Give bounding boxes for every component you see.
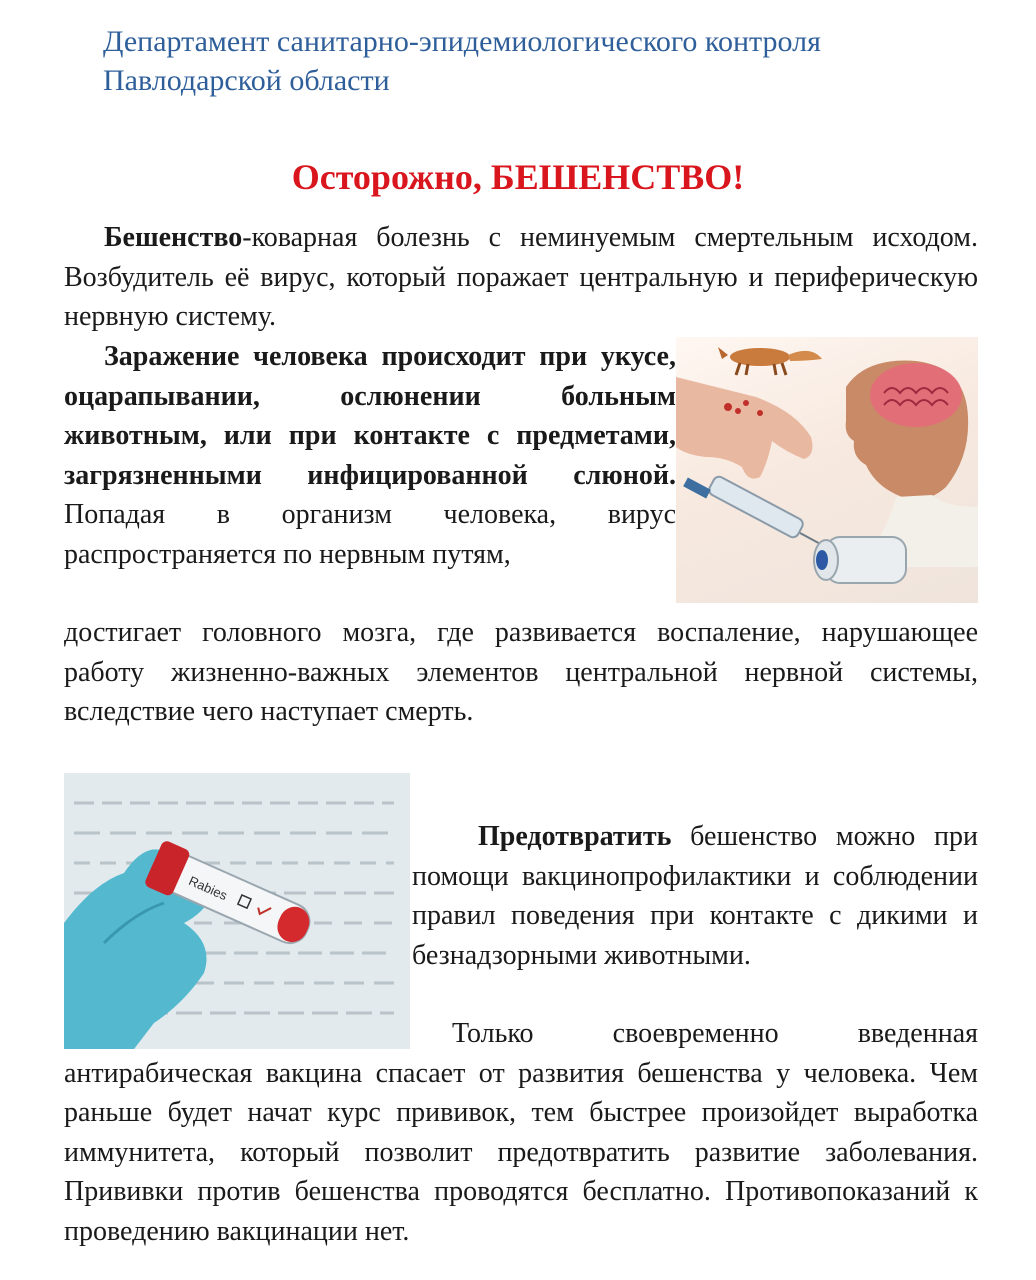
syringe-icon (683, 475, 826, 547)
rabies-illustration (676, 337, 978, 603)
prevention-bold: Предотвратить (478, 821, 672, 852)
infection-bold: Заражение человека происходит при укусе, оцарапывании, ослюнении больным животным, или при контакте с предметами, загрязненными инфицированной слюной. (64, 341, 676, 491)
intro-text: -коварная болезнь с неминуемым смертельным исходом. Возбудитель её вирус, который поражает центральную и периферическую нервную систему. (64, 222, 978, 332)
intro-bold: Бешенство (104, 222, 243, 253)
prevention-text: бешенство можно при помощи вакцинопрофилактики и соблюдении правил поведения при контакте с дикими и безнадзорными животными. (412, 821, 978, 971)
paragraph-infection (64, 337, 676, 574)
fox-icon (718, 347, 822, 375)
blood-test-photo (64, 773, 410, 1049)
bitten-hand (676, 377, 812, 479)
paragraph-prevention (412, 817, 978, 975)
vaccine-vial-icon (814, 537, 906, 583)
infection-text: Попадая в организм человека, вирус распространяется по нервным путям, (64, 499, 676, 570)
paragraph-vaccine: Только своевременно введенная антирабическая вакцина спасает от развития бешенства у человека. Чем раньше будет начат курс прививок, тем быстрее произойдет выработка иммунитета, который позволит предотвратить развитие заболевания. Прививки против бешенства проводятся бесплатно. Противопоказаний к проведению вакцинации нет. (64, 1018, 978, 1247)
paragraph-infection-continued: достигает головного мозга, где развивается воспаление, нарушающее работу жизненно-важных элементов центральной нервной системы, вследствие чего наступает смерть. (64, 617, 978, 727)
department-header (103, 22, 983, 100)
page-title: Осторожно, БЕШЕНСТВО! (291, 157, 745, 197)
header-line-1: Департамент санитарно-эпидемиологического контроля (103, 25, 821, 58)
tube-label: Rabies (186, 872, 230, 904)
header-line-2: Павлодарской области (103, 64, 390, 97)
paragraph-intro (64, 218, 978, 337)
